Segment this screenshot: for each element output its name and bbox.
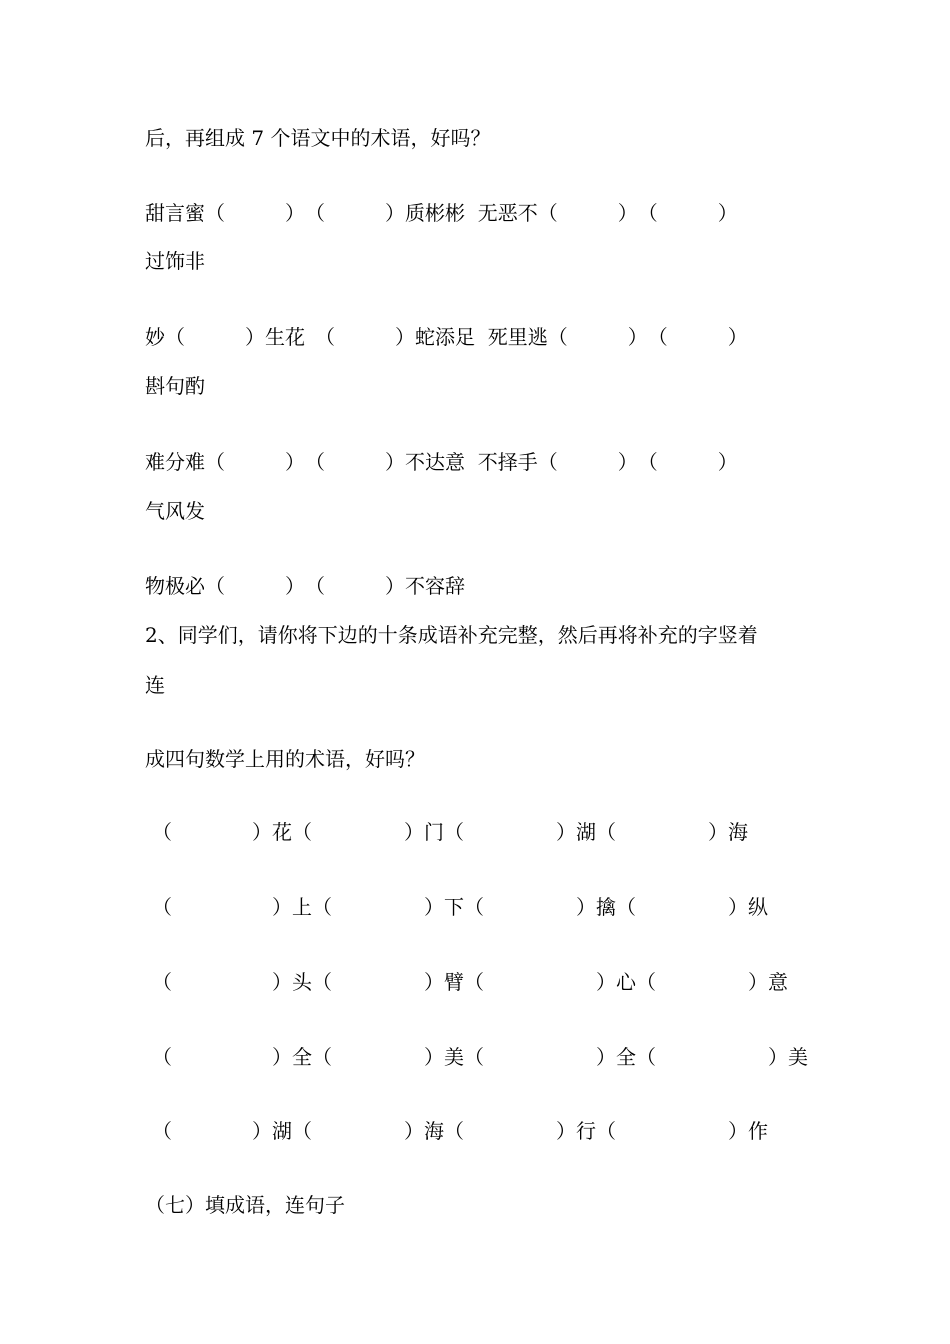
grid-cell: ）美	[668, 1045, 808, 1069]
grid-cell: ）海	[628, 820, 748, 844]
grid-cell: ）作	[628, 1119, 768, 1143]
grid-cell: ）美（	[344, 1045, 484, 1069]
grid-cell: ）心（	[496, 970, 656, 994]
grid-cell: （ ）头（	[152, 970, 332, 994]
grid-cell: （ ）湖（	[152, 1119, 312, 1143]
idiom-row-3-wrap: 气风发	[145, 499, 205, 523]
grid-cell: ）下（	[344, 895, 484, 919]
grid-cell: ）海（	[324, 1119, 464, 1143]
grid-row-2	[152, 894, 768, 920]
grid-cell: （ ）花（	[152, 820, 312, 844]
intro-tail-text: 后，再组成 7 个语文中的术语，好吗？	[145, 126, 491, 150]
grid-cell: ）擒（	[496, 895, 636, 919]
idiom-row-1: 甜言蜜（ ） （ ）质彬彬 无恶不（ ） （ ）	[145, 201, 738, 225]
idiom-row-4: 物极必（ ） （ ）不容辞	[145, 574, 465, 598]
question-2-line-1-wrap: 连	[145, 673, 165, 697]
grid-cell: ）门（	[324, 820, 464, 844]
idiom-row-2-wrap: 斟句酌	[145, 374, 205, 398]
question-2-line-2: 成四句数学上用的术语，好吗？	[145, 747, 425, 771]
grid-cell: ）臂（	[344, 970, 484, 994]
grid-cell: ）纵	[648, 895, 768, 919]
grid-row-5	[152, 1118, 768, 1144]
grid-cell: ）意	[668, 970, 788, 994]
idiom-row-3: 难分难（ ） （ ）不达意 不择手（ ） （ ）	[145, 450, 738, 474]
grid-cell: ）全（	[496, 1045, 656, 1069]
grid-cell: （ ）全（	[152, 1045, 332, 1069]
grid-cell: ）行（	[476, 1119, 616, 1143]
idiom-row-2: 妙（ ）生花 （ ）蛇添足 死里逃（ ） （ ）	[145, 325, 748, 349]
grid-row-4	[152, 1044, 808, 1070]
grid-row-3	[152, 969, 788, 995]
question-2-line-1: 2、同学们，请你将下边的十条成语补充完整，然后再将补充的字竖着	[145, 623, 758, 647]
grid-cell: ）湖（	[476, 820, 616, 844]
idiom-row-1-wrap: 过饰非	[145, 249, 205, 273]
grid-row-1	[152, 819, 748, 845]
grid-cell: （ ）上（	[152, 895, 332, 919]
section-7-heading: （七）填成语，连句子	[145, 1193, 345, 1217]
